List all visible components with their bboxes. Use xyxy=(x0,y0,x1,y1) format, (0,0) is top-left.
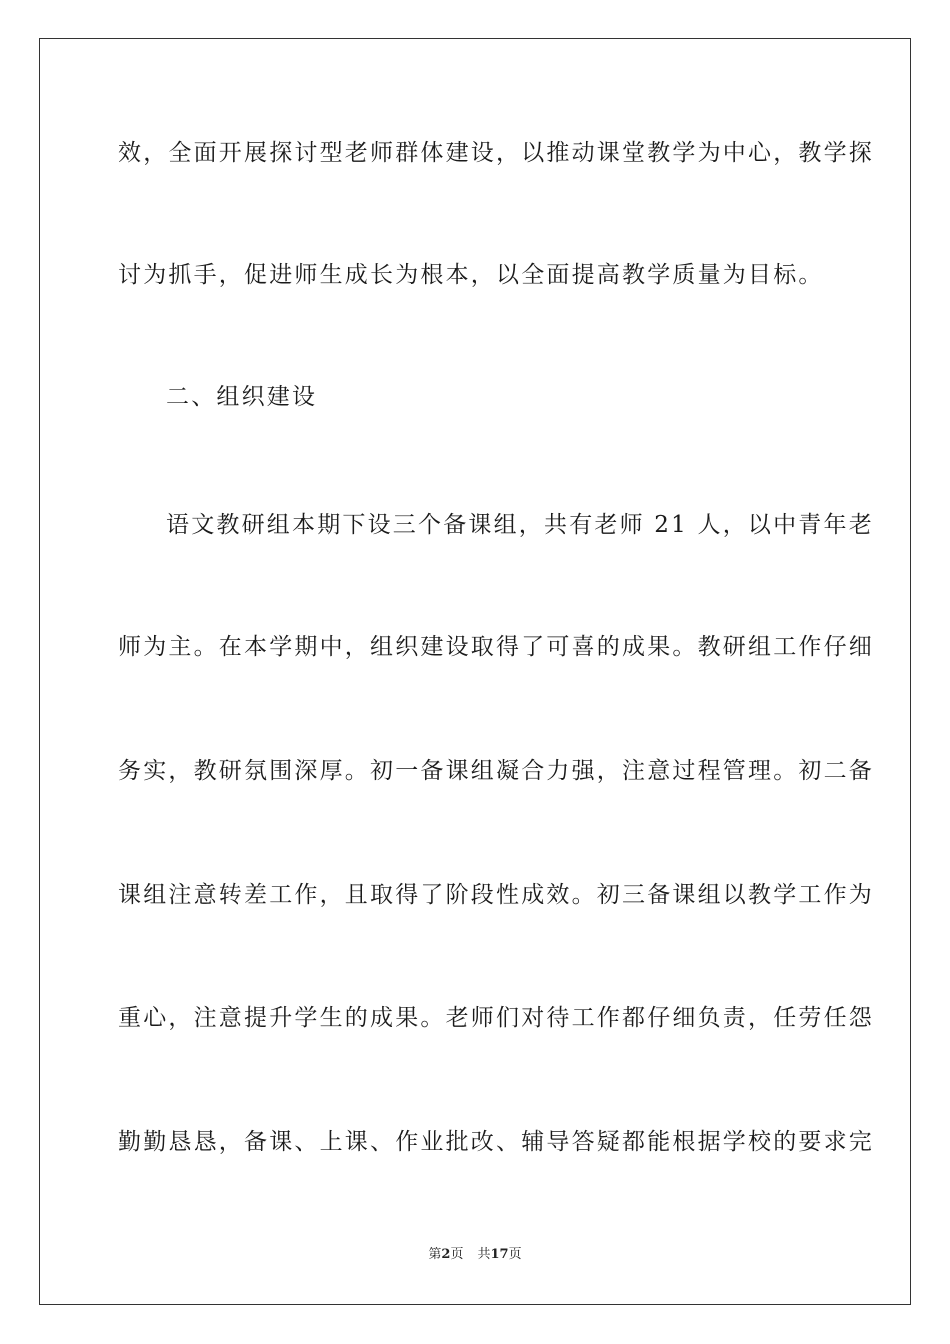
body-text-line-4: 语文教研组本期下设三个备课组，共有老师 21 人，以中青年老 xyxy=(166,512,874,538)
body-text-line-7: 课组注意转差工作，且取得了阶段性成效。初三备课组以教学工作为 xyxy=(118,882,874,908)
current-page-number: 2 xyxy=(441,1247,451,1262)
body-text-line-1: 效，全面开展探讨型老师群体建设，以推动课堂教学为中心，教学探 xyxy=(118,140,874,166)
body-text-line-2: 讨为抓手，促进师生成长为根本，以全面提高教学质量为目标。 xyxy=(118,262,824,288)
section-heading: 二、组织建设 xyxy=(166,384,318,410)
page-footer xyxy=(0,1246,950,1264)
total-page-count: 17 xyxy=(490,1247,509,1262)
body-text-line-8: 重心，注意提升学生的成果。老师们对待工作都仔细负责，任劳任怨 xyxy=(118,1005,874,1031)
total-suffix: 页 xyxy=(508,1247,522,1262)
body-text-line-9: 勤勤恳恳，备课、上课、作业批改、辅导答疑都能根据学校的要求完 xyxy=(118,1129,874,1155)
total-prefix: 共 xyxy=(477,1247,491,1262)
body-text-line-5: 师为主。在本学期中，组织建设取得了可喜的成果。教研组工作仔细 xyxy=(118,634,874,660)
page-border xyxy=(39,38,911,1305)
page-prefix: 第 xyxy=(428,1247,442,1262)
page-suffix: 页 xyxy=(450,1247,464,1262)
body-text-line-6: 务实，教研氛围深厚。初一备课组凝合力强，注意过程管理。初二备 xyxy=(118,758,874,784)
